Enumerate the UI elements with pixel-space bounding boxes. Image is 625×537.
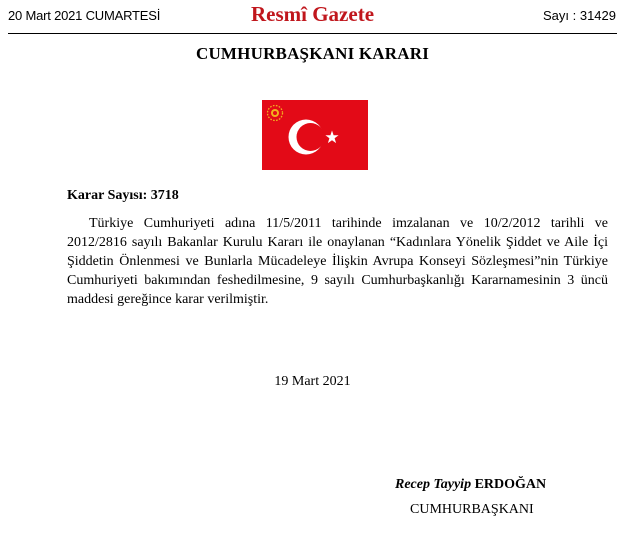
signer-last-name: ERDOĞAN <box>474 477 547 492</box>
masthead <box>0 0 625 32</box>
signer-first-name: Recep Tayyip <box>395 477 475 492</box>
signature-date: 19 Mart 2021 <box>274 374 351 389</box>
signer-title: CUMHURBAŞKANI <box>410 502 534 517</box>
gazette-date: 20 Mart 2021 CUMARTESİ <box>8 8 161 23</box>
document-title: CUMHURBAŞKANI KARARI <box>195 44 430 63</box>
masthead-divider <box>8 33 617 34</box>
signer-name <box>395 477 546 493</box>
decision-body-text: Türkiye Cumhuriyeti adına 11/5/2011 tarihinde imzalanan ve 10/2/2012 tarihli ve 2012/2816 sayılı Bakanlar Kurulu Kararı ile onaylanan “Kadınlara Yönelik Şiddet ve Aile İçi Şiddetin Önlenmesi ve Bunlarla Mücadeleye İlişkin Avrupa Konseyi Sözleşmesi”nin Türkiye Cumhuriyeti bakımından feshedilmesine, 9 sayılı Cumhurbaşkanlığı Kararnamesinin 3 üncü maddesi gereğince karar verilmiştir. <box>67 216 608 307</box>
gazette-title: Resmî Gazete <box>250 2 375 26</box>
gazette-issue-number: Sayı : 31429 <box>543 8 616 23</box>
decision-number: Karar Sayısı: 3718 <box>67 188 179 203</box>
turkish-flag-icon <box>262 100 368 170</box>
